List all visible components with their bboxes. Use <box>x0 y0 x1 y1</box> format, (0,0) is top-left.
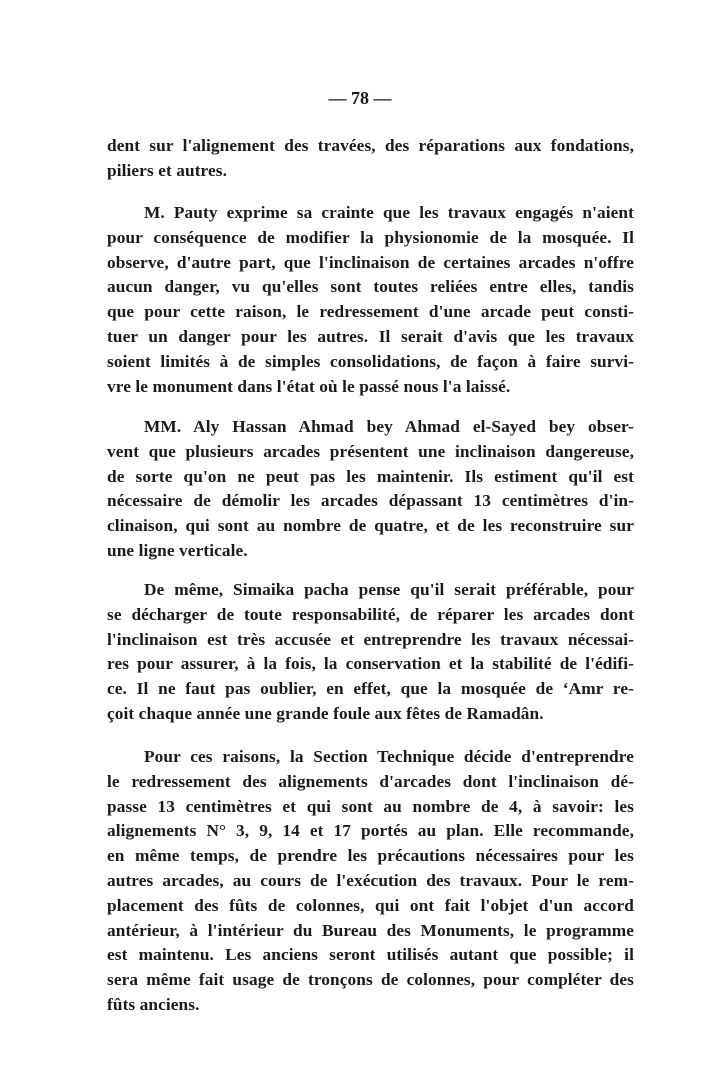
text-line: dent sur l'alignement des travées, des réparations aux fondations, <box>107 136 634 155</box>
text-line: se décharger de toute responsabilité, de réparer les arcades dont <box>107 604 634 624</box>
text-line: vre le monument dans l'état où le passé nous l'a laissé. <box>107 376 511 396</box>
text-line: MM. Aly Hassan Ahmad bey Ahmad el-Sayed bey obser- <box>144 417 634 436</box>
paragraph-continuation <box>107 134 634 184</box>
text-line: res pour assurer, à la fois, la conservation et la stabilité de l'édifi- <box>107 654 634 674</box>
text-line: nécessaire de démolir les arcades dépassant 13 centimètres d'in- <box>107 491 634 511</box>
text-line: autres arcades, au cours de l'exécution des travaux. Pour le rem- <box>107 870 634 890</box>
paragraph-aly-hassan <box>107 415 634 564</box>
text-line: en même temps, de prendre les précautions nécessaires pour les <box>107 846 634 866</box>
text-line: çoit chaque année une grande foule aux fêtes de Ramadân. <box>107 703 544 723</box>
text-line: antérieur, à l'intérieur du Bureau des Monuments, le programme <box>107 920 634 940</box>
page-number: — 78 — <box>328 88 392 108</box>
text-line: une ligne verticale. <box>107 540 248 560</box>
text-line: l'inclinaison est très accusée et entreprendre les travaux nécessai- <box>107 629 634 649</box>
text-line: clinaison, qui sont au nombre de quatre, et de les reconstruire sur <box>107 516 634 536</box>
text-line: alignements N° 3, 9, 14 et 17 portés au plan. Elle recommande, <box>107 821 634 841</box>
text-line: de sorte qu'on ne peut pas les maintenir. Ils estiment qu'il est <box>107 466 634 486</box>
text-line: tuer un danger pour les autres. Il serait d'avis que les travaux <box>107 326 634 346</box>
text-line: vent que plusieurs arcades présentent une inclinaison dangereuse, <box>107 441 634 461</box>
text-line: fûts anciens. <box>107 994 200 1014</box>
text-line: aucun danger, vu qu'elles sont toutes reliées entre elles, tandis <box>107 277 634 297</box>
text-line: ce. Il ne faut pas oublier, en effet, que la mosquée de ‘Amr re- <box>107 679 634 699</box>
text-line: De même, Simaika pacha pense qu'il serait préférable, pour <box>144 580 634 599</box>
text-line: Pour ces raisons, la Section Technique décide d'entreprendre <box>144 747 634 766</box>
text-line: que pour cette raison, le redressement d'une arcade peut consti- <box>107 302 634 322</box>
text-line: est maintenu. Les anciens seront utilisés autant que possible; il <box>107 945 634 965</box>
text-line: soient limités à de simples consolidations, de façon à faire survi- <box>107 351 634 371</box>
text-line: piliers et autres. <box>107 160 228 180</box>
text-line: placement des fûts de colonnes, qui ont fait l'objet d'un accord <box>107 895 634 915</box>
paragraph-pauty <box>107 201 634 399</box>
text-line: pour conséquence de modifier la physionomie de la mosquée. Il <box>107 227 634 247</box>
paragraph-section-technique <box>107 745 634 1018</box>
text-line: M. Pauty exprime sa crainte que les travaux engagés n'aient <box>144 203 634 222</box>
text-line: sera même fait usage de tronçons de colonnes, pour compléter des <box>107 970 634 990</box>
text-line: observe, d'autre part, que l'inclinaison de certaines arcades n'offre <box>107 252 634 272</box>
paragraph-simaika <box>107 578 634 727</box>
text-line: passe 13 centimètres et qui sont au nombre de 4, à savoir: les <box>107 796 634 816</box>
text-line: le redressement des alignements d'arcades dont l'inclinaison dé- <box>107 771 634 791</box>
